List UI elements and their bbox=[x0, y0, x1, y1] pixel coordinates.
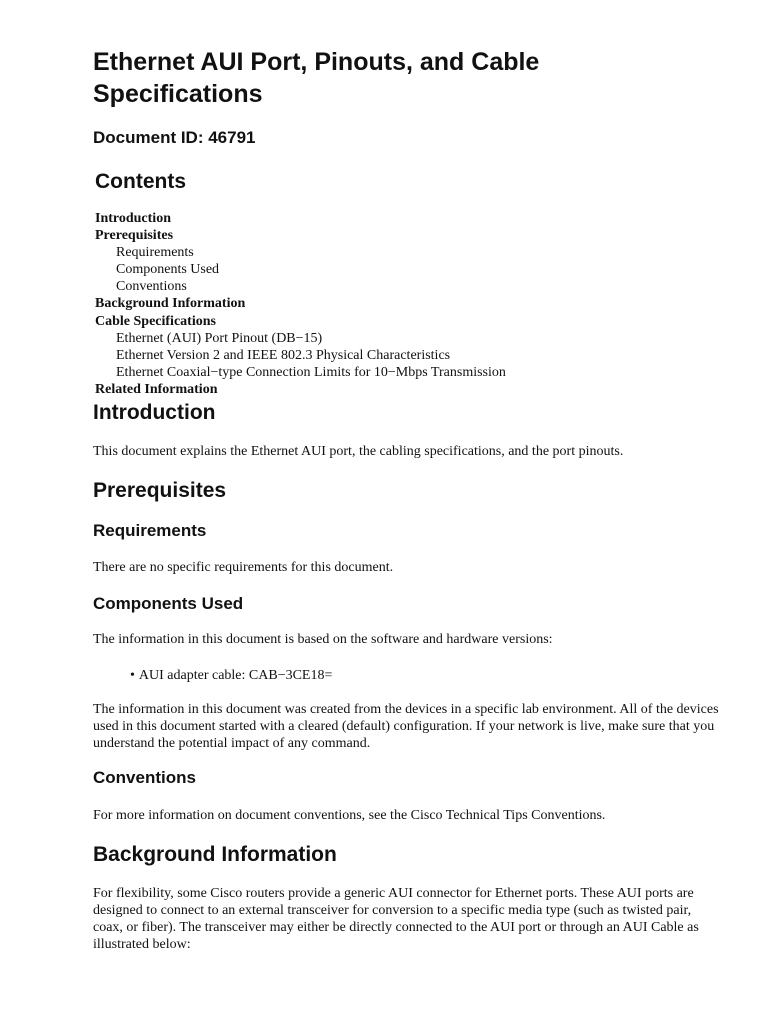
components-list bbox=[130, 667, 332, 684]
toc-link-physical-characteristics[interactable]: Ethernet Version 2 and IEEE 802.3 Physical Characteristics bbox=[116, 347, 451, 363]
document-id: Document ID: 46791 bbox=[93, 128, 256, 147]
toc-link-components-used[interactable]: Components Used bbox=[116, 262, 220, 278]
table-of-contents bbox=[95, 210, 506, 398]
components-text: The information in this document was created from the devices in a specific lab environment. All of the devices used in this document started with a cleared (default) configuration. If your network is live, make sure that you understand the potential impact of any command. bbox=[93, 702, 719, 751]
toc-link-conventions[interactable]: Conventions bbox=[116, 279, 187, 295]
requirements-text: There are no specific requirements for this document. bbox=[93, 560, 394, 575]
toc-link-introduction[interactable]: Introduction bbox=[95, 211, 171, 226]
toc-link-prerequisites[interactable]: Prerequisites bbox=[95, 228, 174, 244]
requirements-heading: Requirements bbox=[93, 521, 207, 540]
conventions-text: For more information on document conventions, see the Cisco Technical Tips Conventions. bbox=[93, 808, 606, 823]
toc-link-related-information[interactable]: Related Information bbox=[95, 381, 218, 397]
toc-link-cable-specifications[interactable]: Cable Specifications bbox=[95, 313, 216, 329]
page-title: Ethernet AUI Port, Pinouts, and Cable Specifications bbox=[93, 48, 540, 108]
toc-link-background-information[interactable]: Background Information bbox=[95, 296, 246, 312]
background-text: For flexibility, some Cisco routers provide a generic AUI connector for Ethernet ports. These AUI ports are designed to connect to an external transceiver for conversion to a specific media type (such as twisted pair, coax, or fiber). The transceiver may either be directly connected to the AUI port or through an AUI Cable as illustrated below: bbox=[93, 886, 699, 952]
components-intro-text: The information in this document is based on the software and hardware versions: bbox=[93, 632, 553, 647]
toc-link-aui-port-pinout[interactable]: Ethernet (AUI) Port Pinout (DB−15) bbox=[116, 330, 323, 346]
components-used-heading: Components Used bbox=[93, 594, 244, 613]
background-heading: Background Information bbox=[93, 843, 337, 866]
conventions-heading: Conventions bbox=[93, 768, 196, 787]
toc-link-coaxial-connection-limits[interactable]: Ethernet Coaxial−type Connection Limits for 10−Mbps Transmission bbox=[116, 364, 506, 380]
toc-link-requirements[interactable]: Requirements bbox=[116, 245, 194, 261]
introduction-text: This document explains the Ethernet AUI port, the cabling specifications, and the port pinouts. bbox=[93, 444, 624, 459]
introduction-heading: Introduction bbox=[93, 401, 216, 424]
contents-heading: Contents bbox=[95, 170, 186, 193]
prerequisites-heading: Prerequisites bbox=[93, 479, 227, 502]
list-item: • AUI adapter cable: CAB−3CE18= bbox=[130, 667, 332, 684]
